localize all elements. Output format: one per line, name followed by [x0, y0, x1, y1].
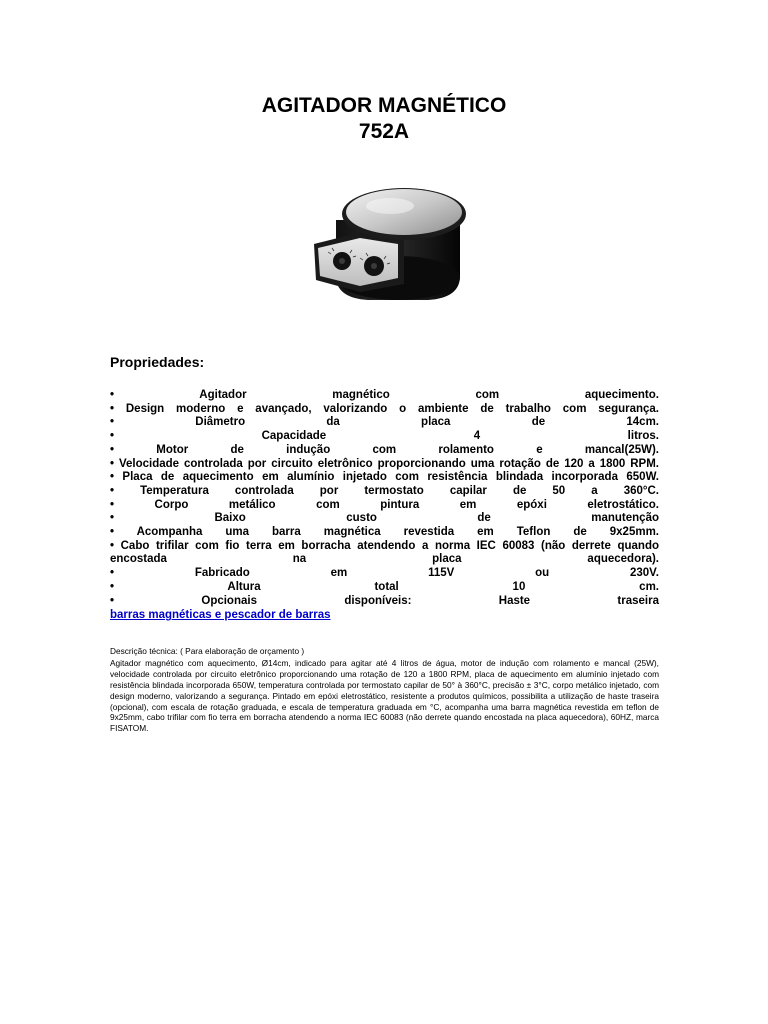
- page-title: AGITADOR MAGNÉTICO: [261, 94, 507, 117]
- property-item: • Capacidade 4 litros.: [110, 430, 659, 443]
- description-label: Descrição técnica: ( Para elaboração de orçamento ): [110, 646, 305, 656]
- property-item: • Acompanha uma barra magnética revestida em Teflon de 9x25mm.: [110, 526, 659, 539]
- property-item: • Opcionais disponíveis: Haste traseira: [110, 594, 659, 607]
- property-item: • Agitador magnético com aquecimento.: [110, 389, 659, 401]
- property-item: • Diâmetro da placa de 14cm.: [110, 416, 659, 429]
- property-item: • Temperatura controlada por termostato capilar de 50 a 360°C.: [110, 484, 659, 497]
- property-item: • Velocidade controlada por circuito eletrônico proporcionando uma rotação de 120 a 1800 RPM.: [110, 457, 659, 470]
- property-item: • Altura total 10 cm.: [110, 580, 659, 593]
- property-item: • Baixo custo de manutenção: [110, 512, 659, 525]
- description-body: Agitador magnético com aquecimento, Ø14cm, indicado para agitar até 4 litros de água, motor de indução com rolamento e mancal (25W), velocidade controlada por circuito eletrônico proporcionando uma rotação de 120 a 1800 RPM, placa de aquecimento em alumínio injetado com resistência blindada incorporada 650W, temperatura controlada por termostato capilar de 50° à 360°C, precisão ± 3°C, corpo metálico injetado, com design moderno, valorizando a segurança. Pintado em epóxi eletrostático, resistente a produtos químicos, possibilita a utilização de haste traseira (opcional), com escala de rotação graduada, e escala de temperatura graduada em °C, acompanha uma barra magnética revestida em teflon de 9x25mm, cabo trifilar com fio terra em borracha atendendo a norma IEC 60083 (não derrete quando encostada na placa aquecedora), 60HZ, marca FISATOM.: [110, 657, 659, 734]
- property-item: • Fabricado em 115V ou 230V.: [110, 567, 659, 580]
- accessories-link[interactable]: barras magnéticas e pescador de barras: [110, 609, 331, 622]
- property-item: • Design moderno e avançado, valorizando o ambiente de trabalho com segurança.: [110, 402, 659, 415]
- magnetic-stirrer-product-photo: [308, 180, 468, 310]
- property-item: • Corpo metálico com pintura em epóxi eletrostático.: [110, 498, 659, 511]
- property-item: • Cabo trifilar com fio terra em borracha atendendo a norma IEC 60083 (não derrete quando encostada na placa aquecedora).: [110, 539, 659, 566]
- model-number: 752A: [358, 120, 410, 143]
- property-item: • Motor de indução com rolamento e mancal(25W).: [110, 443, 659, 456]
- property-item: • Placa de aquecimento em alumínio injetado com resistência blindada incorporada 650W.: [110, 471, 659, 484]
- properties-heading: Propriedades:: [110, 354, 205, 370]
- technical-description: [110, 646, 659, 734]
- properties-list: [110, 389, 659, 623]
